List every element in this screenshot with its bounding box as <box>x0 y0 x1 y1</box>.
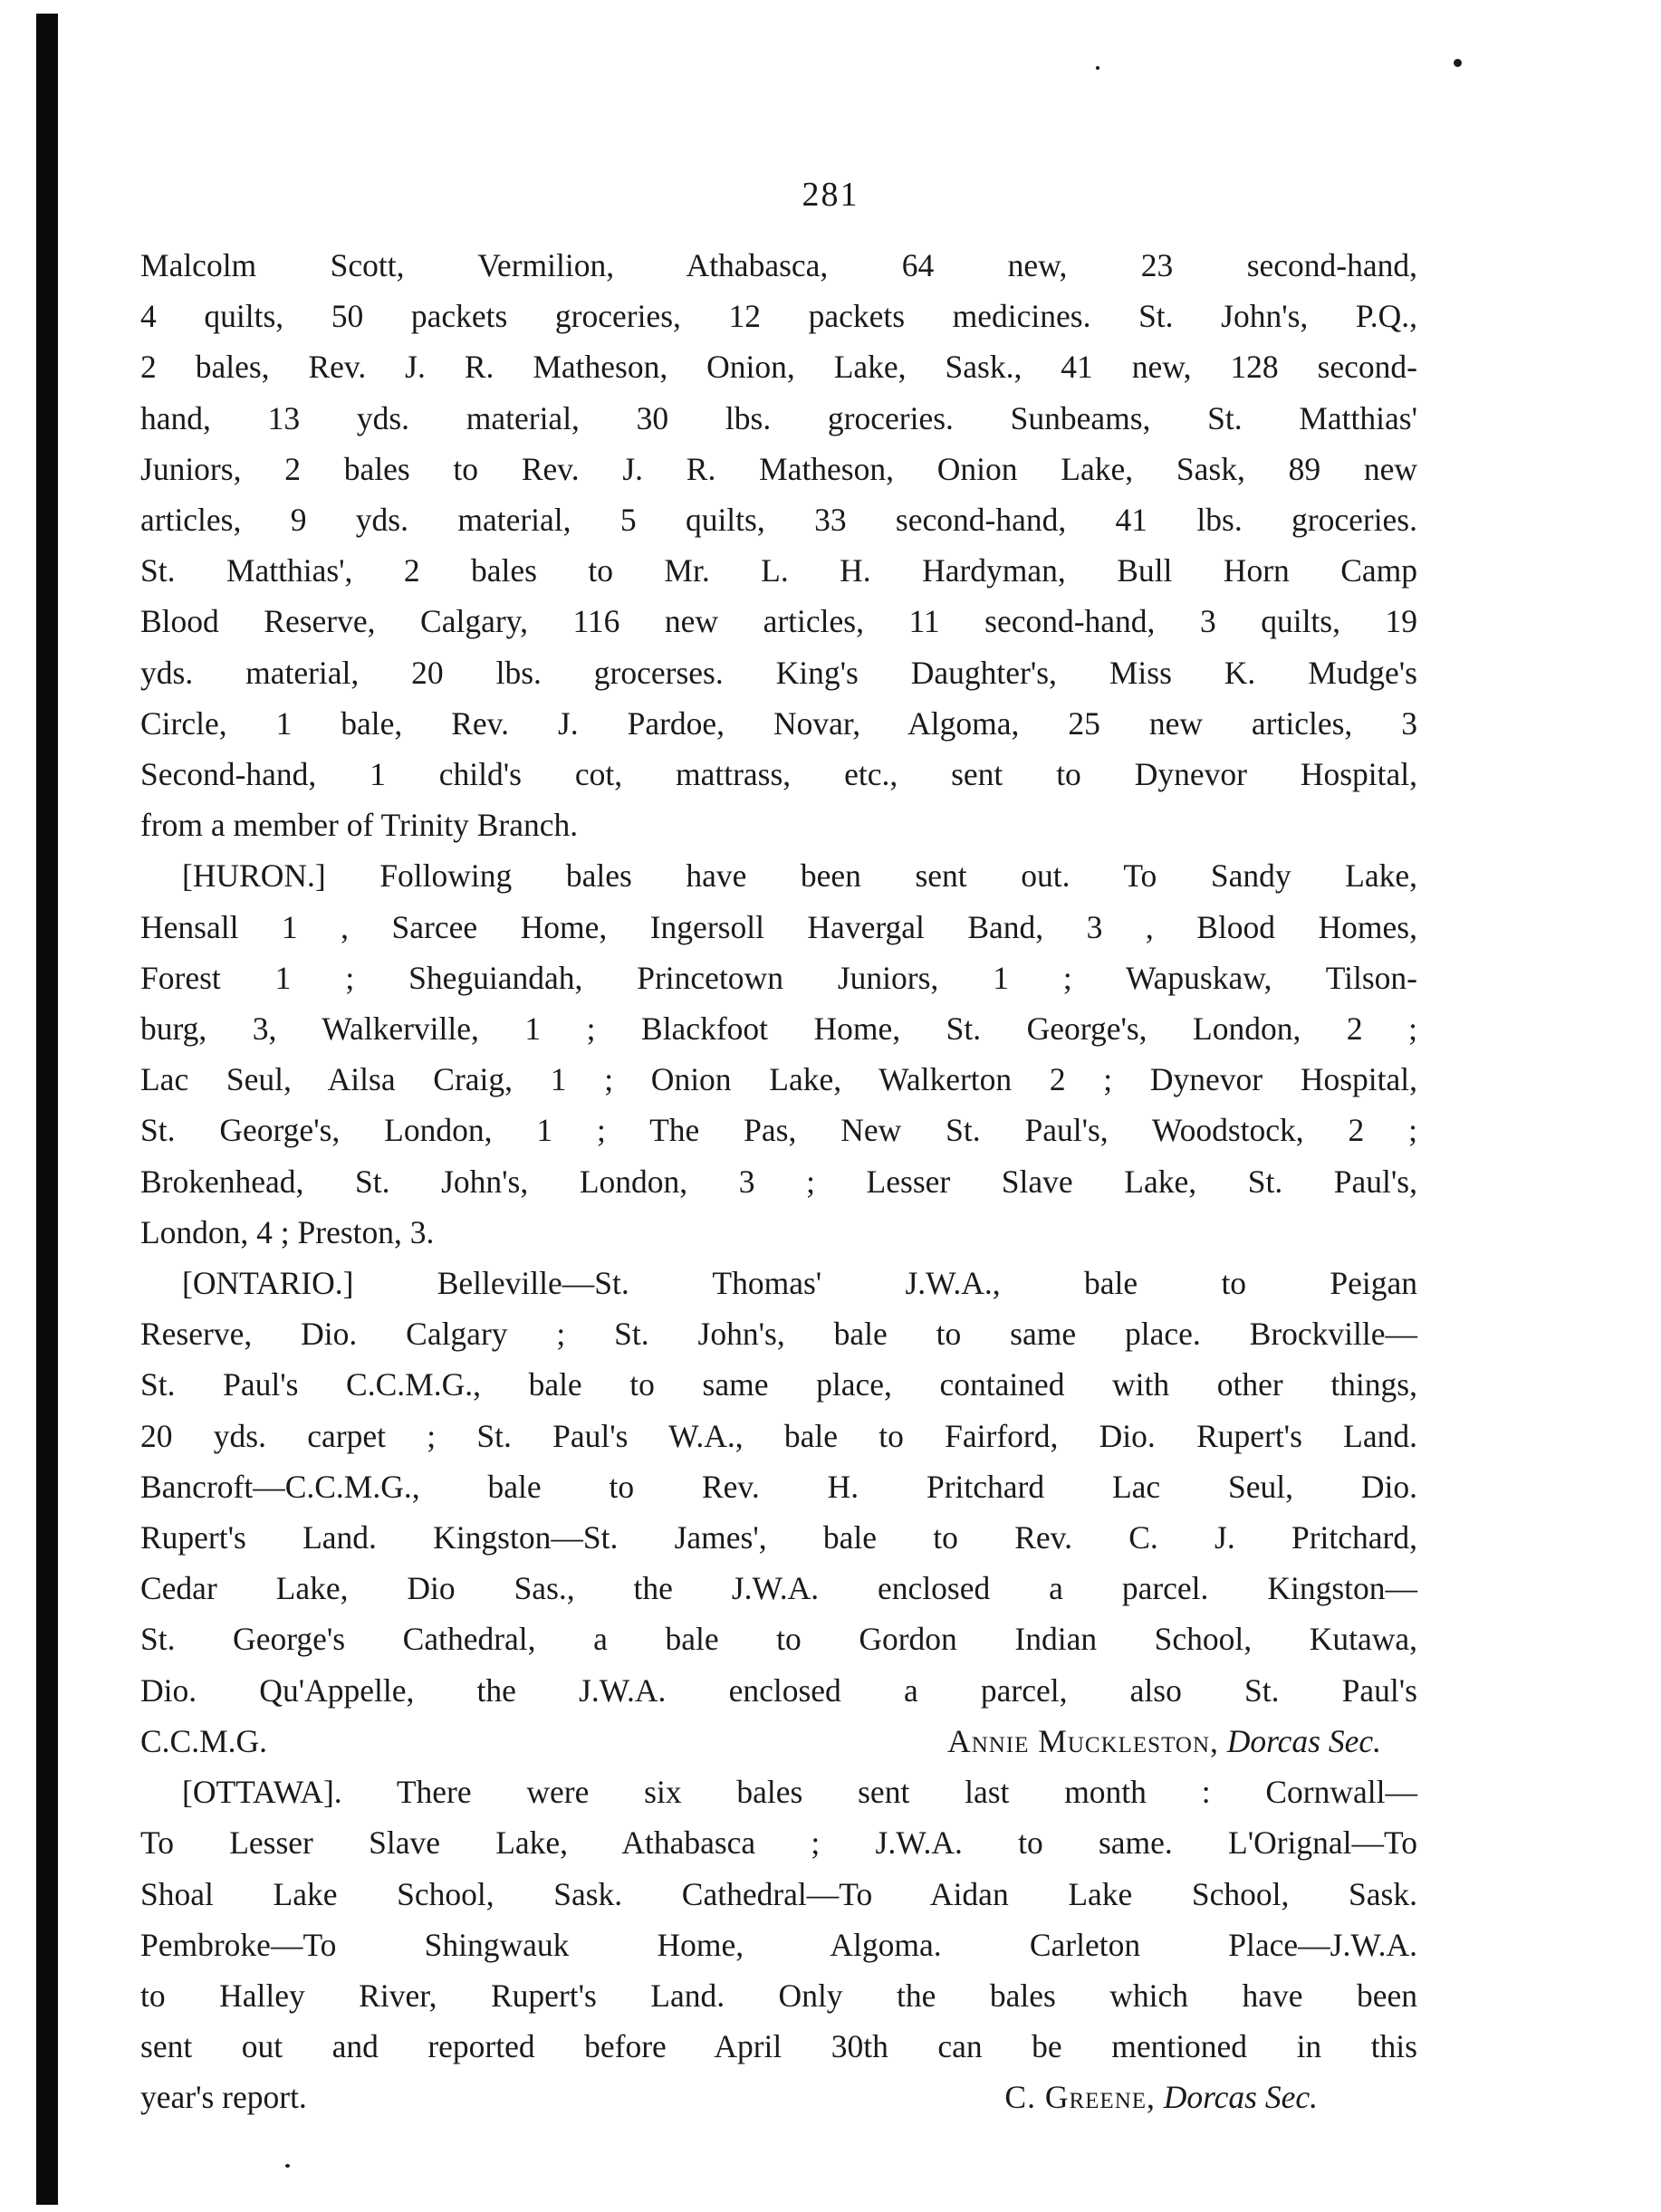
text-line: Reserve, Dio. Calgary ; St. John's, bale to same place. Brockville— <box>140 1316 1417 1353</box>
text-line: Pembroke—To Shingwauk Home, Algoma. Carleton Place—J.W.A. <box>140 1926 1417 1963</box>
text-line-end: year's report. <box>140 2079 307 2116</box>
text-line: from a member of Trinity Branch. <box>140 807 579 844</box>
text-line: [HURON.] Following bales have been sent out. To Sandy Lake, <box>182 857 1417 895</box>
text-line: Forest 1 ; Sheguiandah, Princetown Juniors, 1 ; Wapuskaw, Tilson- <box>140 959 1417 996</box>
text-line: Circle, 1 bale, Rev. J. Pardoe, Novar, Algoma, 25 new articles, 3 <box>140 704 1417 742</box>
paragraph-general <box>140 240 1417 850</box>
text-line: Hensall 1 , Sarcee Home, Ingersoll Havergal Band, 3 , Blood Homes, <box>140 908 1417 945</box>
print-speck <box>1096 66 1099 70</box>
text-line: to Halley River, Rupert's Land. Only the bales which have been <box>140 1977 1417 2014</box>
text-line: [ONTARIO.] Belleville—St. Thomas' J.W.A., bale to Peigan <box>182 1265 1417 1302</box>
text-line: 20 yds. carpet ; St. Paul's W.A., bale to Fairford, Dio. Rupert's Land. <box>140 1417 1417 1454</box>
signature-name: C. Greene, <box>1004 2079 1156 2116</box>
paragraph-huron <box>140 850 1417 1258</box>
signature-name: Annie Muckleston, <box>947 1722 1219 1759</box>
text-line: [OTTAWA]. There were six bales sent last month : Cornwall— <box>182 1774 1417 1811</box>
text-line: Juniors, 2 bales to Rev. J. R. Matheson, Onion Lake, Sask, 89 new <box>140 450 1417 487</box>
signature-line <box>140 1716 1417 1767</box>
text-line: 4 quilts, 50 packets groceries, 12 packets medicines. St. John's, P.Q., <box>140 298 1417 335</box>
text-line: hand, 13 yds. material, 30 lbs. groceries. Sunbeams, St. Matthias' <box>140 399 1417 436</box>
text-line: Blood Reserve, Calgary, 116 new articles, 11 second-hand, 3 quilts, 19 <box>140 603 1417 640</box>
text-line: Bancroft—C.C.M.G., bale to Rev. H. Pritchard Lac Seul, Dio. <box>140 1468 1417 1505</box>
text-line: To Lesser Slave Lake, Athabasca ; J.W.A. to same. L'Orignal—To <box>140 1824 1417 1862</box>
paragraph-ontario <box>140 1258 1417 1767</box>
text-line: Rupert's Land. Kingston—St. James', bale to Rev. C. J. Pritchard, <box>140 1519 1417 1556</box>
text-line: St. Matthias', 2 bales to Mr. L. H. Hardyman, Bull Horn Camp <box>140 552 1417 589</box>
text-line: Dio. Qu'Appelle, the J.W.A. enclosed a parcel, also St. Paul's <box>140 1671 1417 1709</box>
text-line: 2 bales, Rev. J. R. Matheson, Onion, Lake, Sask., 41 new, 128 second- <box>140 349 1417 386</box>
text-line: Malcolm Scott, Vermilion, Athabasca, 64 new, 23 second-hand, <box>140 247 1417 283</box>
binding-edge <box>36 14 58 2205</box>
text-line: Cedar Lake, Dio Sas., the J.W.A. enclosed a parcel. Kingston— <box>140 1570 1417 1607</box>
text-line: Brokenhead, St. John's, London, 3 ; Lesser Slave Lake, St. Paul's, <box>140 1163 1417 1200</box>
page-body <box>140 240 1417 2123</box>
text-line: St. George's Cathedral, a bale to Gordon Indian School, Kutawa, <box>140 1621 1417 1658</box>
print-speck <box>1454 59 1462 67</box>
text-line: Shoal Lake School, Sask. Cathedral—To Aidan Lake School, Sask. <box>140 1875 1417 1912</box>
text-line: articles, 9 yds. material, 5 quilts, 33 second-hand, 41 lbs. groceries. <box>140 502 1417 539</box>
text-line: burg, 3, Walkerville, 1 ; Blackfoot Home, St. George's, London, 2 ; <box>140 1010 1417 1048</box>
print-speck <box>285 2164 290 2168</box>
text-line: St. Paul's C.C.M.G., bale to same place, contained with other things, <box>140 1366 1417 1403</box>
text-line: Lac Seul, Ailsa Craig, 1 ; Onion Lake, Walkerton 2 ; Dynevor Hospital, <box>140 1061 1417 1098</box>
page-number: 281 <box>802 176 859 214</box>
paragraph-ottawa <box>140 1767 1417 2122</box>
text-line: sent out and reported before April 30th can be mentioned in this <box>140 2028 1417 2065</box>
signature <box>1004 2072 1417 2122</box>
signature-title: Dorcas Sec. <box>1226 1722 1381 1759</box>
text-line-end: C.C.M.G. <box>140 1722 268 1759</box>
text-line: St. George's, London, 1 ; The Pas, New St. Paul's, Woodstock, 2 ; <box>140 1112 1417 1149</box>
signature-line <box>140 2072 1417 2122</box>
text-line: Second-hand, 1 child's cot, mattrass, etc., sent to Dynevor Hospital, <box>140 756 1417 793</box>
text-line: London, 4 ; Preston, 3. <box>140 1213 435 1250</box>
signature <box>947 1716 1417 1767</box>
text-line: yds. material, 20 lbs. grocerses. King's Daughter's, Miss K. Mudge's <box>140 654 1417 691</box>
signature-title: Dorcas Sec. <box>1163 2079 1318 2116</box>
